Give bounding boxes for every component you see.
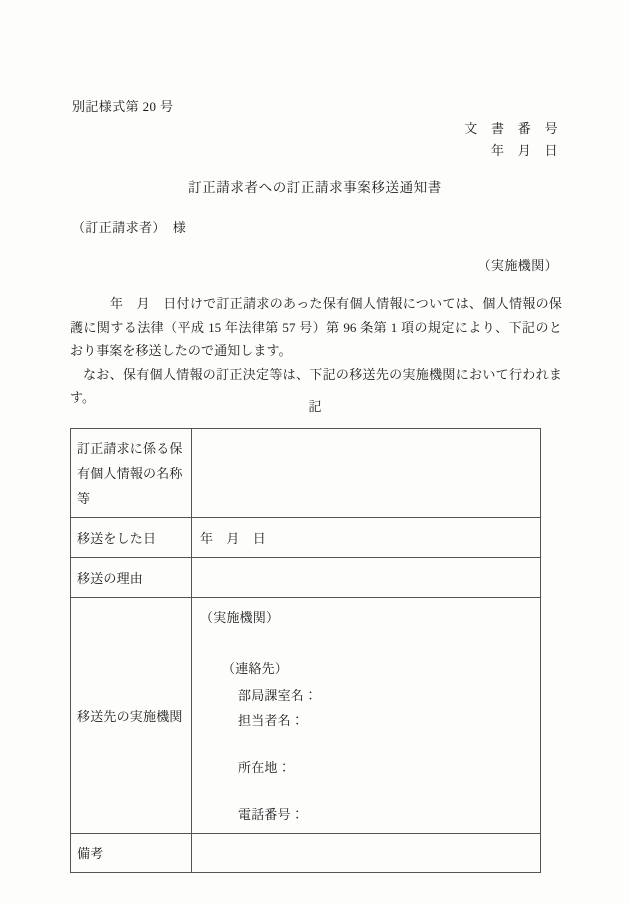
transfer-details-table bbox=[70, 428, 541, 873]
row-label-cell-destination bbox=[71, 598, 192, 834]
row-label-cell-name bbox=[71, 429, 192, 518]
row-label-cell-remarks bbox=[71, 834, 192, 873]
row-label-cell-transfer-date bbox=[71, 518, 192, 558]
row-value-name bbox=[192, 429, 540, 442]
contact-block bbox=[192, 598, 540, 833]
contact-person-label: 担当者名： bbox=[238, 713, 305, 728]
row-label-destination: 移送先の実施機関 bbox=[77, 708, 183, 724]
row-value-cell-transfer-date[interactable] bbox=[192, 518, 541, 558]
contact-organization: （実施機関） bbox=[200, 610, 280, 625]
table-row bbox=[71, 429, 541, 518]
row-label-remarks: 備考 bbox=[77, 846, 104, 861]
document-number-label: 文 書 番 号 bbox=[464, 121, 558, 136]
table-row bbox=[71, 518, 541, 558]
addressee-line: （訂正請求者） 様 bbox=[72, 220, 187, 235]
row-value-cell-remarks[interactable] bbox=[192, 834, 541, 873]
page-title: 訂正請求者への訂正請求事案移送通知書 bbox=[188, 180, 442, 195]
table-row bbox=[71, 834, 541, 873]
contact-heading: （連絡先） bbox=[222, 661, 289, 676]
row-label-name: 訂正請求に係る保有個人情報の名称等 bbox=[77, 441, 183, 506]
contact-phone-label: 電話番号： bbox=[238, 807, 305, 822]
row-value-transfer-date: 年 月 日 bbox=[200, 530, 267, 546]
contact-department-label: 部局課室名： bbox=[238, 688, 318, 703]
row-label-reason: 移送の理由 bbox=[77, 570, 144, 586]
issuer-line: （実施機関） bbox=[477, 258, 558, 273]
form-number: 別記様式第 20 号 bbox=[72, 99, 174, 114]
row-label-cell-reason bbox=[71, 558, 192, 598]
row-value-remarks bbox=[192, 847, 540, 860]
body-paragraph-1: 年 月 日付けで訂正請求のあった保有個人情報については、個人情報の保護に関する法律（平成 15 年法律第 57 号）第 96 条第 1 項の規定により、下記のとおり事案を移送したので通知します。 bbox=[70, 296, 562, 358]
table-row bbox=[71, 558, 541, 598]
body-paragraph-2: なお、保有個人情報の訂正決定等は、下記の移送先の実施機関において行われます。 bbox=[70, 366, 562, 405]
row-value-cell-reason[interactable] bbox=[192, 558, 541, 598]
row-label-transfer-date: 移送をした日 bbox=[77, 530, 157, 546]
table-row bbox=[71, 598, 541, 834]
ki-marker: 記 bbox=[308, 399, 322, 414]
row-value-reason bbox=[192, 571, 540, 584]
document-date-label: 年 月 日 bbox=[490, 143, 558, 158]
contact-address-label: 所在地： bbox=[238, 760, 291, 775]
row-value-cell-destination[interactable] bbox=[192, 598, 541, 834]
row-value-cell-name[interactable] bbox=[192, 429, 541, 518]
document-meta bbox=[464, 118, 558, 162]
body-text bbox=[70, 292, 562, 410]
